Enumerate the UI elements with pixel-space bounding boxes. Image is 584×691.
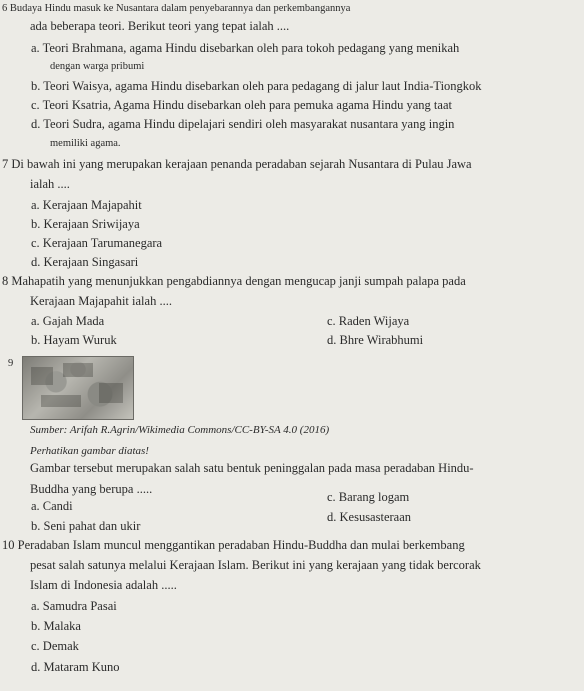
text-line: memiliki agama. <box>50 138 121 149</box>
text-line: dengan warga pribumi <box>50 61 145 72</box>
text-line: b. Hayam Wuruk <box>31 333 117 347</box>
text-line: Kerajaan Majapahit ialah .... <box>30 294 172 308</box>
text-line: a. Kerajaan Majapahit <box>31 198 142 212</box>
text-line: a. Gajah Mada <box>31 314 105 328</box>
text-line: c. Kerajaan Tarumanegara <box>31 236 163 250</box>
text-line: 9 <box>8 358 14 369</box>
text-line: 8 Mahapatih yang menunjukkan pengabdiannya dengan mengucap janji sumpah palapa pada <box>2 274 466 288</box>
text-line: pesat salah satunya melalui Kerajaan Islam. Berikut ini yang kerajaan yang tidak bercorak <box>30 558 481 572</box>
text-line: d. Teori Sudra, agama Hindu dipelajari sendiri oleh masyarakat nusantara yang ingin <box>31 117 455 131</box>
text-line: d. Bhre Wirabhumi <box>327 333 424 347</box>
text-line: c. Raden Wijaya <box>327 314 410 328</box>
text-line: a. Candi <box>31 499 73 513</box>
text-line: ialah .... <box>30 177 70 191</box>
text-line: 10 Peradaban Islam muncul menggantikan peradaban Hindu-Buddha dan mulai berkembang <box>2 538 465 552</box>
text-line: b. Kerajaan Sriwijaya <box>31 217 140 231</box>
text-line: Gambar tersebut merupakan salah satu bentuk peninggalan pada masa peradaban Hindu- <box>30 461 474 475</box>
text-line: d. Kesusasteraan <box>327 510 411 524</box>
text-line: b. Seni pahat dan ukir <box>31 519 141 533</box>
text-line: b. Teori Waisya, agama Hindu disebarkan oleh para pedagang di jalur laut India-Tiongkok <box>31 79 482 93</box>
text-line: Buddha yang berupa ..... <box>30 482 153 496</box>
text-line: a. Teori Brahmana, agama Hindu disebarkan oleh para tokoh pedagang yang menikah <box>31 41 460 55</box>
text-line: 7 Di bawah ini yang merupakan kerajaan penanda peradaban sejarah Nusantara di Pulau Jawa <box>2 157 472 171</box>
text-line: Islam di Indonesia adalah ..... <box>30 578 177 592</box>
text-line: d. Kerajaan Singasari <box>31 255 139 269</box>
text-line: c. Demak <box>31 639 79 653</box>
text-line: d. Mataram Kuno <box>31 660 120 674</box>
temple-photo <box>22 356 134 420</box>
text-line: b. Malaka <box>31 619 81 633</box>
text-line: c. Barang logam <box>327 490 410 504</box>
text-line: Sumber: Arifah R.Agrin/Wikimedia Commons/CC-BY-SA 4.0 (2016) <box>30 424 330 436</box>
text-line: 6 Budaya Hindu masuk ke Nusantara dalam penyebarannya dan perkembangannya <box>2 3 351 14</box>
text-line: ada beberapa teori. Berikut teori yang tepat ialah .... <box>30 19 290 33</box>
text-line: Perhatikan gambar diatas! <box>30 445 149 457</box>
text-line: c. Teori Ksatria, Agama Hindu disebarkan oleh para pemuka agama Hindu yang taat <box>31 98 452 112</box>
text-line: a. Samudra Pasai <box>31 599 117 613</box>
